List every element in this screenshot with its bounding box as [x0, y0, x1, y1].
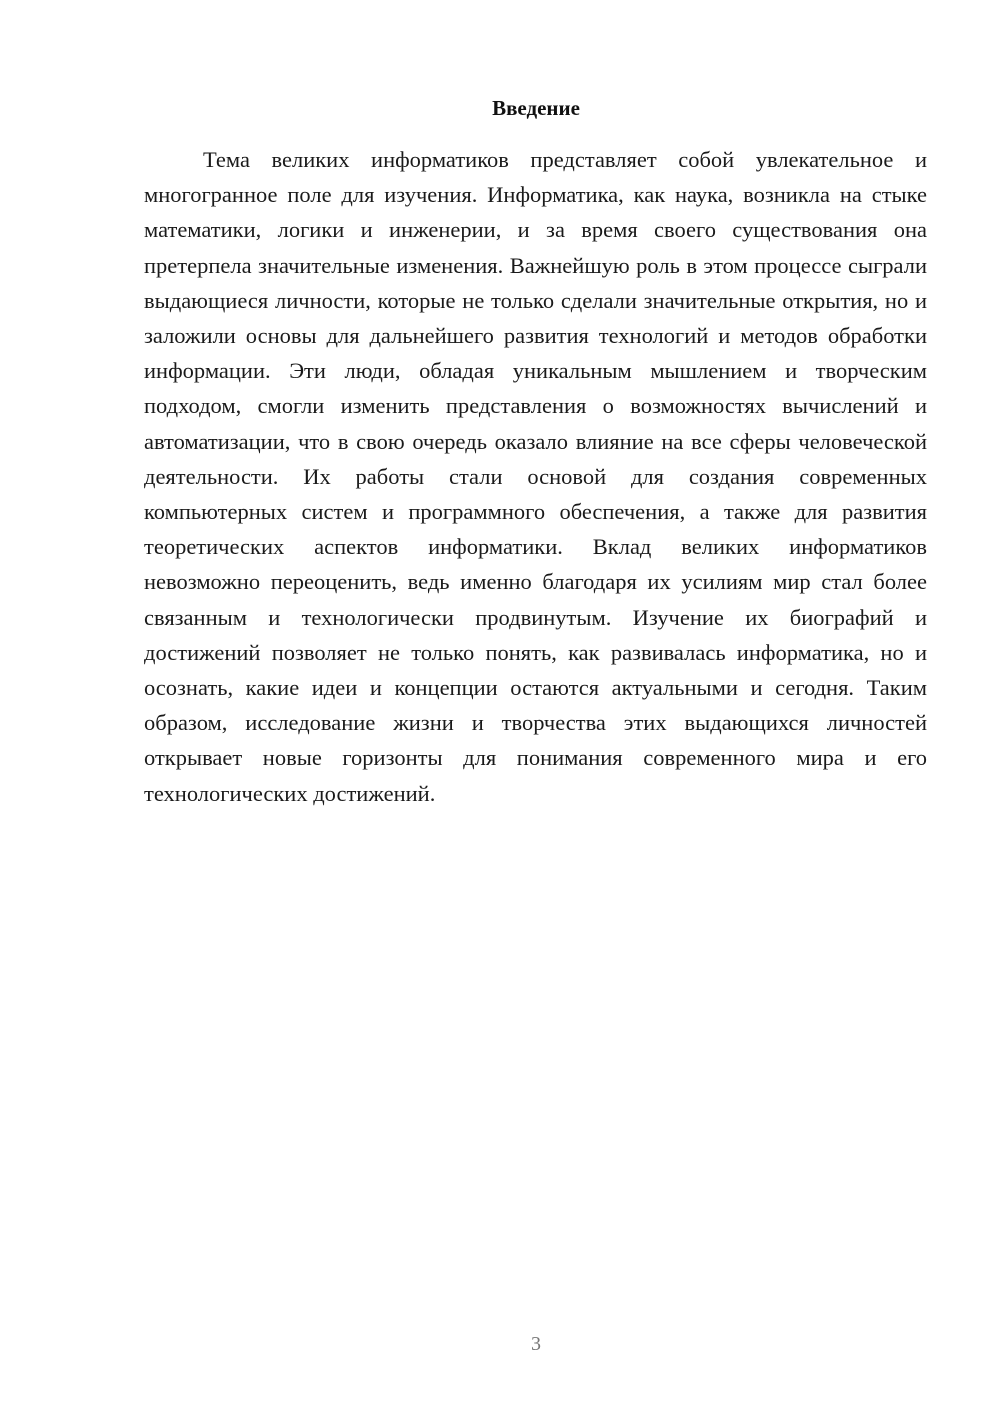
- page-title: Введение: [492, 96, 580, 120]
- page-number: 3: [531, 1333, 541, 1355]
- body-paragraph: Тема великих информатиков представляет собой увлекательное и многогранное поле для изучения. Информатика, как наука, возникла на стыке математики, логики и инженерии, и за время своего существования она претерпела значительные изменения. Важнейшую роль в этом процессе сыграли выдающиеся личности, которые не только сделали значительные открытия, но и заложили основы для дальнейшего развития технологий и методов обработки информации. Эти люди, обладая уникальным мышлением и творческим подходом, смогли изменить представления о возможностях вычислений и автоматизации, что в свою очередь оказало влияние на все сферы человеческой деятельности. Их работы стали основой для создания современных компьютерных систем и программного обеспечения, а также для развития теоретических аспектов информатики. Вклад великих информатиков невозможно переоценить, ведь именно благодаря их усилиям мир стал более связанным и технологически продвинутым. Изучение их биографий и достижений позволяет не только понять, как развивалась информатика, но и осознать, какие идеи и концепции остаются актуальными и сегодня. Таким образом, исследование жизни и творчества этих выдающихся личностей открывает новые горизонты для понимания современного мира и его технологических достижений.: [144, 147, 927, 806]
